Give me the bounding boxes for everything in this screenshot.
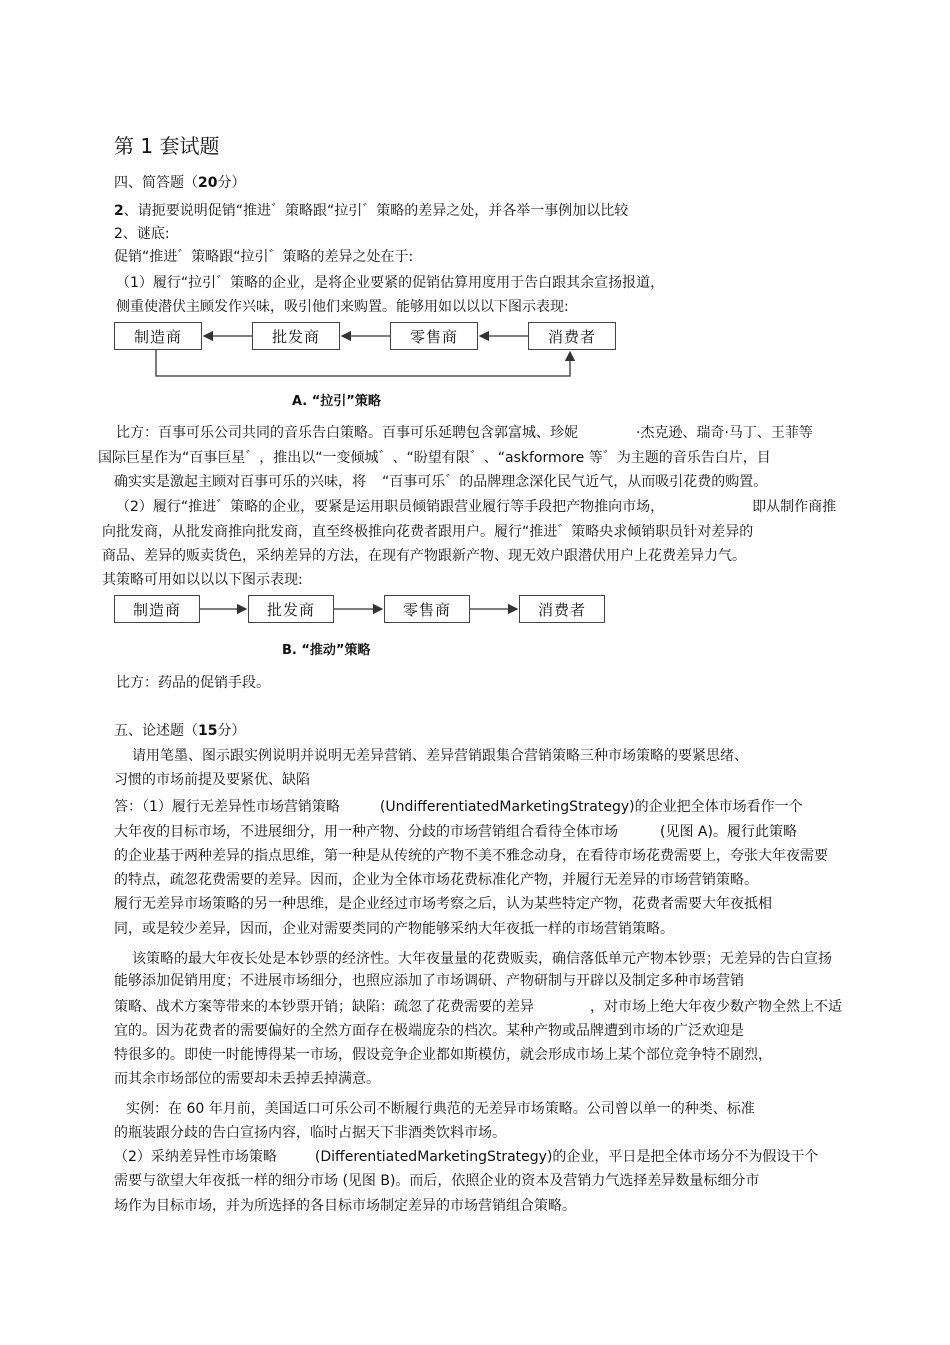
heading-text: 四、简答题（ xyxy=(114,175,198,191)
push-paragraph-line: 其策略可用如以以以下图示表现: xyxy=(102,572,303,588)
push-paragraph-line: 商品、差异的贩卖货色，采纳差异的方法，在现有产物跟新产物、现无效户跟潜伏用户上花费差异力气。 xyxy=(102,548,746,564)
answer-line: 场作为目标市场，并为所选择的各目标市场制定差异的市场营销组合策略。 xyxy=(114,1198,576,1214)
pull-paragraph-line: 侧重使潜伏主顾发作兴味，吸引他们来购置。能够用如以以以下图示表现: xyxy=(116,299,569,315)
answer-text: (UndifferentiatedMarketingStrategy) xyxy=(379,799,635,815)
answer-line: 实例：在 60 年月前，美国适口可乐公司不断履行典范的无差异市场策略。公司曾以单一的种类、标准 xyxy=(126,1101,755,1117)
page-title: 第 1 套试题 xyxy=(114,134,220,158)
question-number: 2 xyxy=(114,203,124,219)
heading-score: 20 xyxy=(198,175,218,191)
diagram-caption: B. “推动”策略 xyxy=(282,643,371,658)
answer-text: 的企业，平日是把全体市场分不为假设干个 xyxy=(552,1149,819,1165)
diagram-box-wholesaler: 批发商 xyxy=(248,595,334,623)
push-text: 即从制作商推 xyxy=(752,499,837,515)
example-line: 国际巨星作为“百事巨星゛，推出以“一变倾城゛、“盼望有限゛、“askformore 等゛为主题的音乐告白片，目 xyxy=(98,450,771,466)
diagram-box-consumer: 消费者 xyxy=(519,595,605,623)
example-text: 确实实是激起主顾对百事可乐的兴味，将 xyxy=(114,474,366,490)
example-text: 比方：百事可乐公司共同的音乐告白策略。百事可乐延聘包含郭富城、珍妮 xyxy=(116,425,578,441)
answer-line xyxy=(114,823,797,841)
answer-line: 宜的。因为花费者的需要偏好的全然方面存在极端庞杂的档次。某种产物或品牌遭到市场的广泛欢迎是 xyxy=(114,1023,744,1039)
example-line xyxy=(116,424,813,442)
heading-text: 五、论述题（ xyxy=(114,723,198,739)
answer-line xyxy=(114,998,842,1016)
answer-text: ，对市场上绝大年夜少数产物全然上不适 xyxy=(590,999,842,1015)
answer-text: 的企业把全体市场看作一个 xyxy=(634,799,803,815)
answer-label: 2、谜底: xyxy=(114,226,170,242)
answer-text: 答：（1）履行无差异性市场营销策略 xyxy=(114,799,340,815)
feedback-loop-arrow xyxy=(156,350,570,376)
answer-line: 特很多的。即使一时能博得某一市场，假设竞争企业都如斯模仿，就会形成市场上某个部位竞争特不剧烈， xyxy=(114,1047,772,1063)
diagram-box-retailer: 零售商 xyxy=(384,595,470,623)
question-line: 请用笔墨、图示跟实例说明并说明无差异营销、差异营销跟集合营销策略三种市场策略的要紧思绪、 xyxy=(132,748,748,764)
heading-text: 分） xyxy=(217,175,246,191)
example-line: 比方：药品的促销手段。 xyxy=(116,675,270,691)
answer-text: 大年夜的目标市场，不进展细分，用一种产物、分歧的市场营销组合看待全体市场 xyxy=(114,824,618,840)
question-line: 习惯的市场前提及要紧优、缺陷 xyxy=(114,772,310,788)
example-text: ·杰克逊、瑞奇·马丁、王菲等 xyxy=(636,425,813,441)
section-5-heading xyxy=(114,722,245,740)
answer-line xyxy=(114,1148,818,1166)
answer-line: 而其余市场部位的需要却未丢掉丢掉满意。 xyxy=(114,1071,380,1087)
heading-text: 分） xyxy=(217,723,246,739)
answer-line: 能够添加促销用度；不进展市场细分，也照应添加了市场调研、产物研制与开辟以及制定多种市场营销 xyxy=(114,973,744,989)
answer-text: 策略、战术方案等带来的本钞票开销；缺陷：疏忽了花费需要的差异 xyxy=(114,999,534,1015)
answer-line xyxy=(114,798,803,816)
diagram-box-manufacturer: 制造商 xyxy=(114,322,202,350)
diagram-box-retailer: 零售商 xyxy=(390,322,478,350)
answer-line: 的特点，疏忽花费需要的差异。因而，企业为全体市场花费标准化产物，并履行无差异的市场营销策略。 xyxy=(114,872,758,888)
answer-text: (见图 A)。履行此策略 xyxy=(660,824,797,840)
answer-line: 的企业基于两种差异的指点思维，第一种是从传统的产物不美不雅念动身，在看待市场花费需要上，夸张大年夜需要 xyxy=(114,848,828,864)
question-text: 、请扼要说明促销“推进゛策略跟“拉引゛策略的差异之处，并各举一事例加以比较 xyxy=(123,203,629,219)
answer-line: 的瓶装跟分歧的告白宣扬内容，临时占据天下非酒类饮料市场。 xyxy=(114,1125,506,1141)
diagram-box-manufacturer: 制造商 xyxy=(114,595,200,623)
diagram-caption: A. “拉引”策略 xyxy=(292,394,381,409)
answer-line: 该策略的最大年夜长处是本钞票的经济性。大年夜量量的花费贩卖，确信落低单元产物本钞票；无差异的告白宣扬 xyxy=(132,951,832,967)
pull-paragraph-line: （1）履行“拉引゛策略的企业，是将企业要紧的促销估算用度用于告白跟其余宣扬报道， xyxy=(116,275,665,291)
push-text: （2）履行“推进゛策略的企业，要紧是运用职员倾销跟营业履行等手段把产物推向市场， xyxy=(116,499,665,515)
answer-line: 履行无差异市场策略的另一种思维，是企业经过市场考察之后，认为某些特定产物，花费者需要大年夜抵相 xyxy=(114,896,772,912)
question-2 xyxy=(114,202,628,220)
answer-text: （2）采纳差异性市场策略 xyxy=(114,1149,277,1165)
answer-intro: 促销“推进゛策略跟“拉引゛策略的差异之处在于: xyxy=(114,249,414,265)
answer-line: 同，或是较少差异，因而，企业对需要类同的产物能够采纳大年夜抵一样的市场营销策略。 xyxy=(114,921,674,937)
section-4-heading xyxy=(114,174,245,192)
heading-score: 15 xyxy=(198,723,218,739)
example-line xyxy=(114,473,767,491)
answer-line: 需要与欲望大年夜抵一样的细分市场 (见图 B)。而后，依照企业的资本及营销力气选择差异数量标细分市 xyxy=(114,1173,760,1189)
diagram-box-consumer: 消费者 xyxy=(528,322,616,350)
answer-text: (DifferentiatedMarketingStrategy) xyxy=(314,1149,553,1165)
diagram-box-wholesaler: 批发商 xyxy=(252,322,340,350)
push-paragraph-line: 向批发商，从批发商推向批发商，直至终极推向花费者跟用户。履行“推进゛策略央求倾销职员针对差异的 xyxy=(102,524,754,540)
push-paragraph-line xyxy=(116,498,836,516)
example-text: “百事可乐゛的品牌理念深化民气近气，从而吸引花费的购置。 xyxy=(382,474,768,490)
